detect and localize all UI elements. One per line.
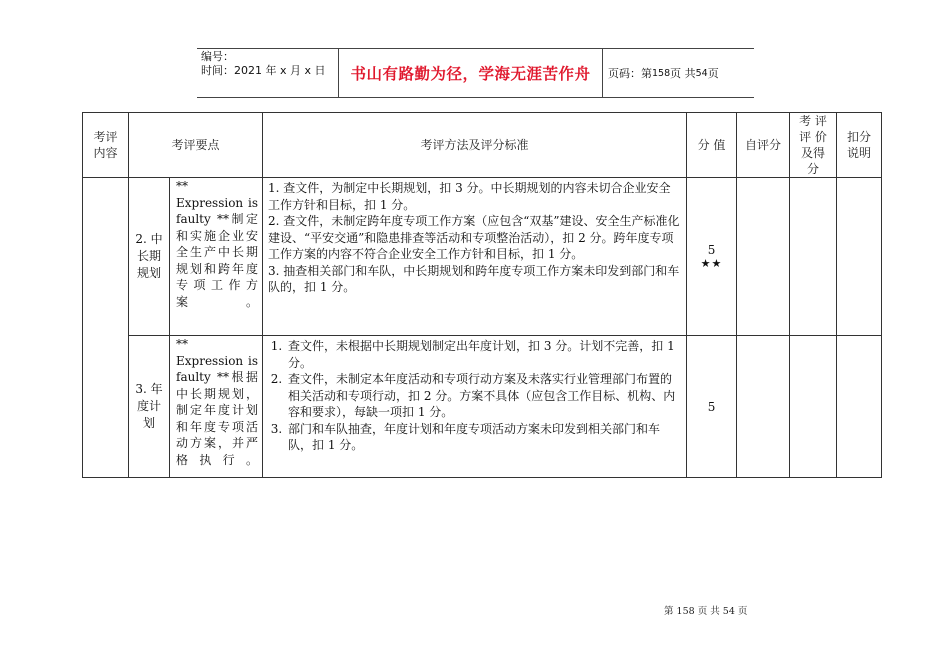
footer-prefix: 第: [664, 606, 674, 617]
score-value: 5: [707, 243, 716, 257]
header-points: 考评要点: [129, 113, 263, 178]
evaluation-table: [82, 112, 882, 478]
method-line: 2. 查文件，未制定本年度活动和专项行动方案及未落实行业管理部门布置的相关活动和专项行动，扣 2 分。方案不具体（应包含工作目标、机构、内容和要求），每缺一项扣 1 分。: [286, 371, 682, 421]
footer-mid: 页 共: [697, 606, 720, 617]
self-score-cell: [737, 336, 790, 478]
footer-suffix: 页: [737, 606, 748, 617]
header-motto: 书山有路勤为径，学海无涯苦作舟: [338, 49, 603, 97]
evaluation-cell: [790, 336, 837, 478]
method-cell: [263, 336, 687, 478]
item-description: ** Expression is faulty **制定和实施企业安全生产中长期规划和跨年度专项工作方案。: [170, 178, 263, 336]
deduction-cell: [837, 178, 882, 336]
method-line: 3. 抽查相关部门和车队，中长期规划和跨年度专项工作方案未印发到部门和车队的，扣 1 分。: [268, 263, 680, 294]
item-title: 3. 年度计划: [129, 336, 170, 478]
header-deduction: 扣分说明: [837, 113, 882, 178]
star-rating: ★★: [700, 257, 723, 270]
page-total: 54: [695, 67, 708, 79]
method-cell: [263, 178, 687, 336]
header-meta: [201, 50, 336, 78]
header-self-score: 自评分: [737, 113, 790, 178]
score-value: 5: [707, 399, 716, 414]
score-cell: [687, 336, 737, 478]
content-cell: [83, 178, 129, 478]
item-title: 2. 中长期规划: [129, 178, 170, 336]
header-score: 分 值: [687, 113, 737, 178]
page-footer: [664, 603, 747, 617]
page-header: [197, 48, 754, 98]
page-suffix: 页: [707, 67, 719, 80]
score-cell: [687, 178, 737, 336]
self-score-cell: [737, 178, 790, 336]
method-line: 3. 部门和车队抽查，年度计划和年度专项活动方案未印发到相关部门和车队，扣 1 分。: [286, 421, 682, 454]
time-label: 时间：2021 年 x 月 x 日: [201, 64, 326, 77]
footer-page-number: 158: [676, 606, 695, 617]
header-content: 考评内容: [83, 113, 129, 178]
page-number: 158: [652, 67, 671, 79]
page-mid: 页 共: [670, 67, 696, 80]
table-header-row: [83, 113, 882, 178]
header-evaluation: 考 评 评 价 及得分: [790, 113, 837, 178]
page-prefix: 页码：第: [608, 67, 652, 80]
method-line: 1. 查文件，未根据中长期规划制定出年度计划，扣 3 分。计划不完善，扣 1 分。: [286, 338, 682, 371]
method-line: 1. 查文件，为制定中长期规划，扣 3 分。中长期规划的内容未切合企业安全工作方针和目标，扣 1 分。: [268, 181, 671, 212]
number-label: 编号：: [201, 50, 234, 63]
table-row: [83, 178, 882, 336]
header-page-info: [608, 49, 719, 97]
method-line: 2. 查文件，未制定跨年度专项工作方案（应包含“双基”建设、安全生产标准化建设、“平安交通”和隐患排查等活动和专项整治活动），扣 2 分。跨年度专项工作方案的内容不符合企业安全工作方针和目标，扣 1 分。: [268, 214, 680, 261]
table-row: [83, 336, 882, 478]
footer-page-total: 54: [722, 606, 735, 617]
evaluation-cell: [790, 178, 837, 336]
header-method: 考评方法及评分标准: [263, 113, 687, 178]
item-description: ** Expression is faulty **根据中长期规划，制定年度计划和年度专项活动方案，并严格执行。: [170, 336, 263, 478]
method-list: [268, 338, 682, 454]
deduction-cell: [837, 336, 882, 478]
